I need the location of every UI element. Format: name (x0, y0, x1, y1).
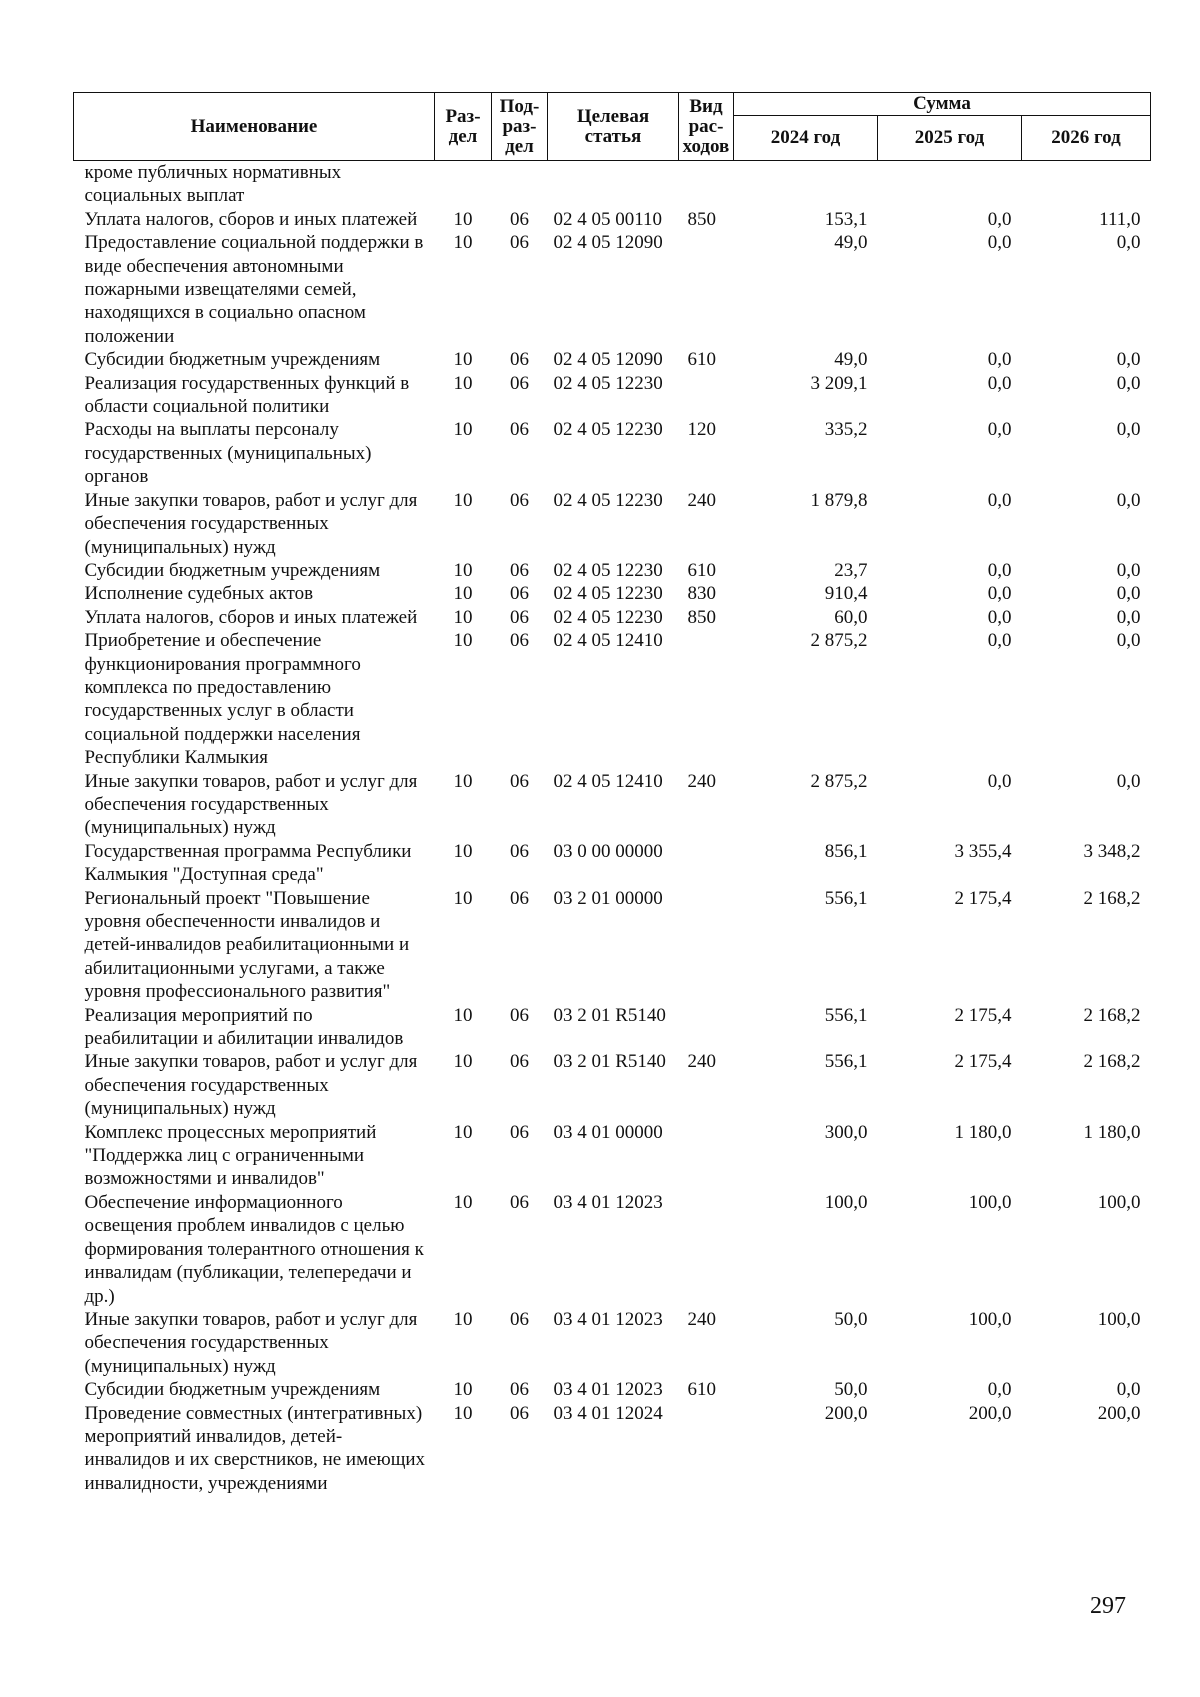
row-amount-2025: 0,0 (987, 583, 1012, 605)
row-name: кроме публичных нормативных социальных выплат (84, 162, 342, 207)
row-name: Комплекс процессных мероприятий "Поддержка лиц с ограниченными возможностями и инвалидов" (84, 1121, 377, 1190)
row-target-article: 02 4 05 12230 (553, 559, 663, 581)
row-podrazdel: 06 (510, 559, 529, 581)
row-expense-type (679, 1004, 734, 1051)
row-amount-2026 (1022, 161, 1151, 208)
row-razdel: 10 (453, 840, 473, 862)
header-expense-type: Вид рас- ходов (679, 93, 734, 161)
table-row (74, 1050, 1151, 1120)
row-expense-type (679, 887, 734, 1004)
table-row (74, 770, 1151, 840)
row-razdel: 10 (453, 606, 473, 628)
table-row (74, 606, 1151, 629)
row-amount-2026: 200,0 (1097, 1402, 1141, 1424)
row-amount-2025: 2 175,4 (954, 887, 1012, 909)
row-amount-2024: 1 879,8 (810, 489, 868, 511)
row-amount-2025: 0,0 (987, 372, 1012, 394)
header-podrazdel: Под- раз- дел (492, 93, 548, 161)
row-target-article: 02 4 05 12230 (553, 606, 663, 628)
row-amount-2026: 0,0 (1116, 559, 1141, 581)
row-amount-2024: 100,0 (824, 1191, 868, 1213)
row-target-article: 03 0 00 00000 (553, 840, 663, 862)
row-razdel: 10 (453, 583, 473, 605)
budget-table (73, 92, 1151, 1495)
row-razdel: 10 (453, 559, 473, 581)
row-amount-2026: 0,0 (1116, 232, 1141, 254)
row-expense-type (679, 161, 734, 208)
row-amount-2024: 910,4 (824, 583, 868, 605)
row-amount-2024: 200,0 (824, 1402, 868, 1424)
row-amount-2025: 0,0 (987, 630, 1012, 652)
row-amount-2024 (734, 161, 878, 208)
row-expense-type: 240 (687, 1308, 716, 1330)
header-sum: Сумма (734, 93, 1151, 116)
row-target-article: 02 4 05 12230 (553, 372, 663, 394)
row-amount-2024: 556,1 (824, 1004, 868, 1026)
row-name: Уплата налогов, сборов и иных платежей (84, 208, 418, 230)
row-podrazdel: 06 (510, 208, 529, 230)
row-expense-type: 240 (687, 489, 716, 511)
row-amount-2025: 0,0 (987, 349, 1012, 371)
row-amount-2024: 50,0 (834, 1379, 868, 1401)
row-podrazdel: 06 (510, 372, 529, 394)
row-podrazdel: 06 (510, 1121, 529, 1143)
row-razdel: 10 (453, 208, 473, 230)
row-amount-2025: 0,0 (987, 489, 1012, 511)
row-expense-type: 850 (687, 606, 716, 628)
row-razdel: 10 (453, 372, 473, 394)
row-amount-2024: 556,1 (824, 887, 868, 909)
row-amount-2024: 3 209,1 (810, 372, 868, 394)
row-target-article: 02 4 05 12410 (553, 770, 663, 792)
row-expense-type: 610 (687, 1379, 716, 1401)
row-podrazdel: 06 (510, 583, 529, 605)
row-amount-2026: 0,0 (1116, 419, 1141, 441)
row-podrazdel: 06 (510, 232, 529, 254)
row-expense-type: 610 (687, 349, 716, 371)
row-expense-type (679, 629, 734, 769)
row-expense-type: 120 (687, 419, 716, 441)
row-amount-2025: 200,0 (968, 1402, 1012, 1424)
table-header (74, 93, 1151, 161)
row-name: Уплата налогов, сборов и иных платежей (84, 606, 418, 628)
row-amount-2026: 0,0 (1116, 583, 1141, 605)
row-razdel: 10 (453, 1379, 473, 1401)
row-amount-2024: 49,0 (834, 232, 868, 254)
row-amount-2026: 2 168,2 (1083, 1004, 1141, 1026)
row-amount-2026: 0,0 (1116, 770, 1141, 792)
row-name: Обеспечение информационного освещения проблем инвалидов с целью формирования толерантного отношения к инвалидам (публикации, телепередачи и др.) (84, 1191, 424, 1307)
row-amount-2026: 2 168,2 (1083, 1051, 1141, 1073)
row-amount-2024: 856,1 (824, 840, 868, 862)
row-name: Иные закупки товаров, работ и услуг для обеспечения государственных (муниципальных) нужд (84, 1308, 418, 1377)
row-target-article: 02 4 05 12230 (553, 489, 663, 511)
row-amount-2026: 0,0 (1116, 1379, 1141, 1401)
row-amount-2025: 100,0 (968, 1308, 1012, 1330)
header-razdel: Раз- дел (435, 93, 492, 161)
row-amount-2025: 0,0 (987, 606, 1012, 628)
table-row (74, 1004, 1151, 1051)
table-row (74, 348, 1151, 371)
row-podrazdel: 06 (510, 1191, 529, 1213)
table-body (74, 161, 1151, 1496)
row-target-article: 03 2 01 R5140 (553, 1051, 666, 1073)
row-podrazdel: 06 (510, 419, 529, 441)
row-expense-type (679, 1191, 734, 1308)
header-name: Наименование (74, 93, 435, 161)
row-amount-2025: 2 175,4 (954, 1004, 1012, 1026)
row-name: Иные закупки товаров, работ и услуг для обеспечения государственных (муниципальных) нужд (84, 770, 418, 839)
row-podrazdel: 06 (510, 1308, 529, 1330)
row-name: Субсидии бюджетным учреждениям (84, 559, 381, 581)
row-amount-2025: 1 180,0 (954, 1121, 1012, 1143)
row-target-article: 03 2 01 00000 (553, 887, 663, 909)
row-target-article: 02 4 05 12090 (553, 349, 663, 371)
row-podrazdel: 06 (510, 1402, 529, 1424)
row-target-article: 03 4 01 00000 (553, 1121, 663, 1143)
row-expense-type (679, 1121, 734, 1191)
table-row (74, 582, 1151, 605)
row-razdel: 10 (453, 1308, 473, 1330)
row-podrazdel: 06 (510, 770, 529, 792)
row-name: Проведение совместных (интегративных) мероприятий инвалидов, детей-инвалидов и их сверстников, не имеющих инвалидности, учреждениями (84, 1402, 426, 1494)
row-name: Реализация государственных функций в области социальной политики (84, 372, 410, 418)
header-target-article: Целевая статья (548, 93, 679, 161)
row-name: Реализация мероприятий по реабилитации и абилитации инвалидов (84, 1004, 404, 1050)
row-name: Предоставление социальной поддержки в виде обеспечения автономными пожарными извещателями семей, находящихся в социально опасном положении (84, 232, 424, 347)
row-target-article: 03 2 01 R5140 (553, 1004, 666, 1026)
row-target-article: 03 4 01 12023 (553, 1308, 663, 1330)
row-name: Региональный проект "Повышение уровня обеспеченности инвалидов и детей-инвалидов реабилитационными и абилитационными услугами, а также уровня профессионального развития" (84, 887, 410, 1003)
row-amount-2026: 100,0 (1097, 1191, 1141, 1213)
row-razdel: 10 (453, 887, 473, 909)
row-expense-type (679, 372, 734, 419)
row-amount-2024: 153,1 (824, 208, 868, 230)
table-row (74, 1402, 1151, 1496)
table-row (74, 208, 1151, 231)
header-year-2025: 2025 год (878, 116, 1022, 161)
table-row (74, 418, 1151, 488)
row-razdel: 10 (453, 770, 473, 792)
table-row (74, 1191, 1151, 1308)
row-target-article: 02 4 05 00110 (553, 208, 663, 230)
table-row (74, 1121, 1151, 1191)
row-amount-2025: 2 175,4 (954, 1051, 1012, 1073)
budget-table-page (73, 92, 1150, 1495)
row-podrazdel: 06 (510, 489, 529, 511)
table-row (74, 887, 1151, 1004)
row-name: Расходы на выплаты персоналу государственных (муниципальных) органов (84, 419, 372, 488)
row-amount-2026: 100,0 (1097, 1308, 1141, 1330)
row-razdel: 10 (453, 349, 473, 371)
row-amount-2026: 0,0 (1116, 606, 1141, 628)
row-razdel: 10 (453, 1191, 473, 1213)
row-target-article: 03 4 01 12024 (553, 1402, 663, 1424)
row-amount-2025: 0,0 (987, 208, 1012, 230)
row-razdel: 10 (453, 1402, 473, 1424)
table-row (74, 372, 1151, 419)
table-row (74, 629, 1151, 769)
row-amount-2024: 2 875,2 (810, 770, 868, 792)
row-podrazdel: 06 (510, 1051, 529, 1073)
row-amount-2024: 2 875,2 (810, 630, 868, 652)
row-razdel: 10 (453, 489, 473, 511)
row-amount-2025: 0,0 (987, 1379, 1012, 1401)
row-razdel: 10 (453, 232, 473, 254)
row-expense-type: 830 (687, 583, 716, 605)
row-target-article: 02 4 05 12090 (553, 232, 663, 254)
row-amount-2026: 2 168,2 (1083, 887, 1141, 909)
row-podrazdel: 06 (510, 1379, 529, 1401)
row-expense-type (679, 231, 734, 348)
row-podrazdel: 06 (510, 349, 529, 371)
row-amount-2024: 50,0 (834, 1308, 868, 1330)
row-podrazdel: 06 (510, 840, 529, 862)
table-row (74, 1308, 1151, 1378)
row-expense-type: 240 (687, 1051, 716, 1073)
row-name: Иные закупки товаров, работ и услуг для обеспечения государственных (муниципальных) нужд (84, 489, 418, 558)
row-amount-2025 (878, 161, 1022, 208)
row-target-article: 02 4 05 12230 (553, 419, 663, 441)
row-name: Исполнение судебных актов (84, 583, 314, 605)
row-name: Иные закупки товаров, работ и услуг для обеспечения государственных (муниципальных) нужд (84, 1051, 418, 1120)
row-amount-2026: 111,0 (1099, 208, 1141, 230)
row-amount-2025: 0,0 (987, 770, 1012, 792)
row-target-article: 02 4 05 12410 (553, 630, 663, 652)
row-razdel: 10 (453, 1121, 473, 1143)
row-amount-2026: 1 180,0 (1083, 1121, 1141, 1143)
row-amount-2026: 3 348,2 (1083, 840, 1141, 862)
row-razdel (435, 161, 492, 208)
row-amount-2024: 60,0 (834, 606, 868, 628)
row-name: Государственная программа Республики Калмыкия "Доступная среда" (84, 840, 412, 886)
row-expense-type: 850 (687, 208, 716, 230)
row-target-article: 03 4 01 12023 (553, 1191, 663, 1213)
row-amount-2026: 0,0 (1116, 630, 1141, 652)
header-year-2026: 2026 год (1022, 116, 1151, 161)
table-row (74, 489, 1151, 559)
row-amount-2025: 0,0 (987, 559, 1012, 581)
row-podrazdel: 06 (510, 606, 529, 628)
row-podrazdel: 06 (510, 630, 529, 652)
row-expense-type (679, 840, 734, 887)
table-row (74, 559, 1151, 582)
row-razdel: 10 (453, 419, 473, 441)
row-amount-2024: 49,0 (834, 349, 868, 371)
row-amount-2024: 300,0 (824, 1121, 868, 1143)
row-expense-type: 610 (687, 559, 716, 581)
row-podrazdel: 06 (510, 1004, 529, 1026)
row-amount-2024: 556,1 (824, 1051, 868, 1073)
row-podrazdel: 06 (510, 887, 529, 909)
row-razdel: 10 (453, 1051, 473, 1073)
row-amount-2024: 335,2 (824, 419, 868, 441)
table-row (74, 1378, 1151, 1401)
row-expense-type (679, 1402, 734, 1496)
row-expense-type: 240 (687, 770, 716, 792)
page-number: 297 (1090, 1593, 1126, 1619)
table-row (74, 231, 1151, 348)
row-amount-2024: 23,7 (834, 559, 868, 581)
row-amount-2025: 100,0 (968, 1191, 1012, 1213)
row-target-article (548, 161, 679, 208)
row-amount-2025: 0,0 (987, 419, 1012, 441)
header-year-2024: 2024 год (734, 116, 878, 161)
row-name: Субсидии бюджетным учреждениям (84, 1379, 381, 1401)
row-name: Субсидии бюджетным учреждениям (84, 349, 381, 371)
row-target-article: 02 4 05 12230 (553, 583, 663, 605)
table-row (74, 840, 1151, 887)
row-razdel: 10 (453, 630, 473, 652)
row-podrazdel (492, 161, 548, 208)
row-amount-2026: 0,0 (1116, 372, 1141, 394)
table-row (74, 161, 1151, 208)
row-amount-2025: 0,0 (987, 232, 1012, 254)
row-razdel: 10 (453, 1004, 473, 1026)
row-amount-2026: 0,0 (1116, 349, 1141, 371)
row-target-article: 03 4 01 12023 (553, 1379, 663, 1401)
row-name: Приобретение и обеспечение функционирования программного комплекса по предоставлению государственных услуг в области социальной поддержки населения Республики Калмыкия (84, 630, 361, 769)
row-amount-2026: 0,0 (1116, 489, 1141, 511)
row-amount-2025: 3 355,4 (954, 840, 1012, 862)
